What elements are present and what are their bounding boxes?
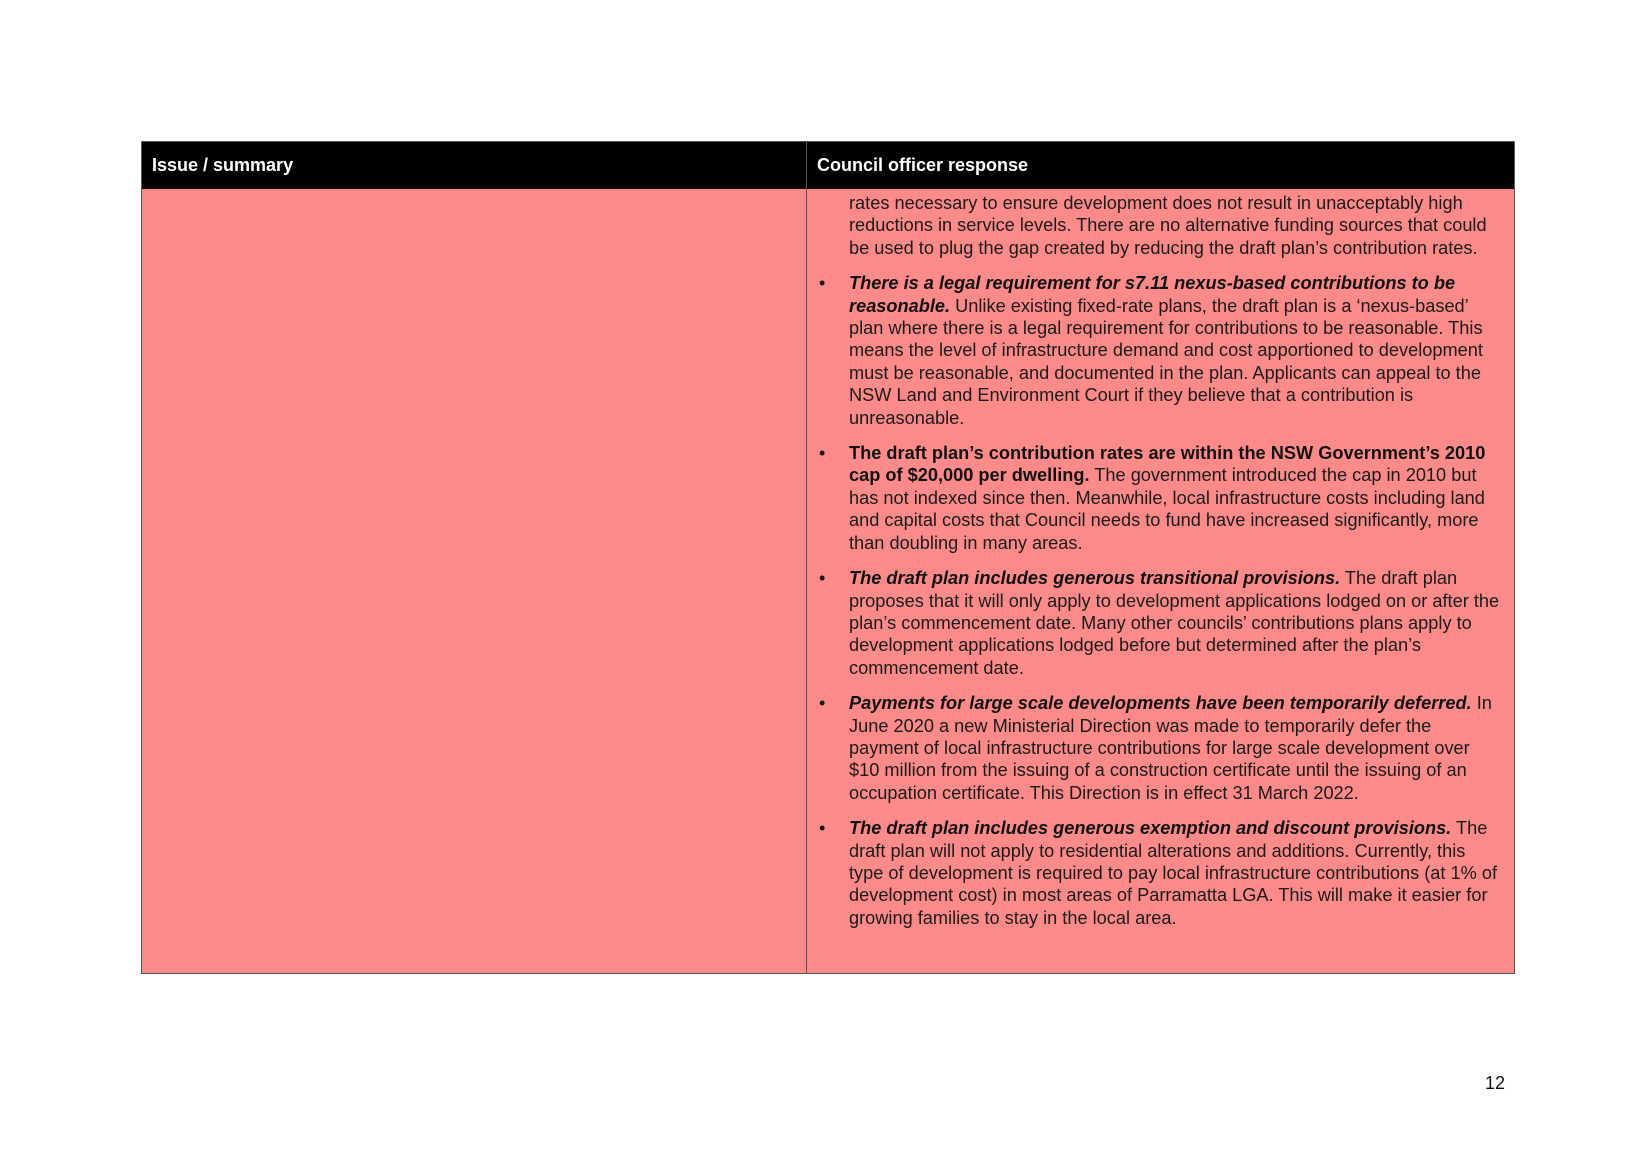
bullet-text: The draft plan will not apply to residential alterations and additions. Currently, this type of development is required to pay local infrastructure contributions (at 1% of development cost) in most areas of Parramatta LGA. This will make it easier for growing families to stay in the local area. xyxy=(849,818,1498,928)
header-council-officer-response: Council officer response xyxy=(817,155,1029,175)
bullet-text: In June 2020 a new Ministerial Direction was made to temporarily defer the payment of local infrastructure contributions for large scale development over $10 million from the issuing of a construction certificate until the issuing of an occupation certificate. This Direction is in effect 31 March 2022. xyxy=(849,693,1492,803)
bullet-lead: The draft plan includes generous exemption and discount provisions. xyxy=(849,818,1452,839)
bullet-payments-deferred xyxy=(817,692,1502,804)
issue-summary-cell xyxy=(142,189,807,973)
bullet-lead: The draft plan includes generous transitional provisions. xyxy=(849,568,1341,589)
bullet-lead: Payments for large scale developments have been temporarily deferred. xyxy=(849,693,1472,714)
continuation-paragraph: rates necessary to ensure development does not result in unacceptably high reductions in service levels. There are no alternative funding sources that could be used to plug the gap created by reducing the draft plan’s contribution rates. xyxy=(849,193,1487,258)
table-row xyxy=(142,189,1514,973)
council-response-cell xyxy=(807,189,1514,973)
page-number: 12 xyxy=(1485,1073,1506,1093)
response-table xyxy=(141,141,1515,974)
bullet-exemption-discount xyxy=(817,817,1502,929)
bullet-legal-requirement xyxy=(817,272,1502,429)
response-bullet-list xyxy=(817,272,1502,929)
bullet-lead: The draft plan’s contribution rates are within the NSW Government’s 2010 cap of $20,000 per dwelling. xyxy=(849,443,1486,486)
bullet-text: The government introduced the cap in 2010 but has not indexed since then. Meanwhile, local infrastructure costs including land and capital costs that Council needs to fund have increased significantly, more than doubling in many areas. xyxy=(849,465,1485,553)
bullet-transitional-provisions xyxy=(817,567,1502,679)
table-header-row xyxy=(142,142,1514,189)
bullet-lead: There is a legal requirement for s7.11 nexus-based contributions to be reasonable. xyxy=(849,273,1456,316)
bullet-text: Unlike existing fixed-rate plans, the draft plan is a ‘nexus-based’ plan where there is a legal requirement for contributions to be reasonable. This means the level of infrastructure demand and cost apportioned to development must be reasonable, and documented in the plan. Applicants can appeal to the NSW Land and Environment Court if they believe that a contribution is unreasonable. xyxy=(849,295,1483,428)
header-issue-summary: Issue / summary xyxy=(142,142,807,189)
bullet-government-cap xyxy=(817,442,1502,554)
bullet-text: The draft plan proposes that it will only apply to development applications lodged on or after the plan’s commencement date. Many other councils’ contributions plans apply to development applications lodged before but determined after the plan’s commencement date. xyxy=(849,568,1500,678)
